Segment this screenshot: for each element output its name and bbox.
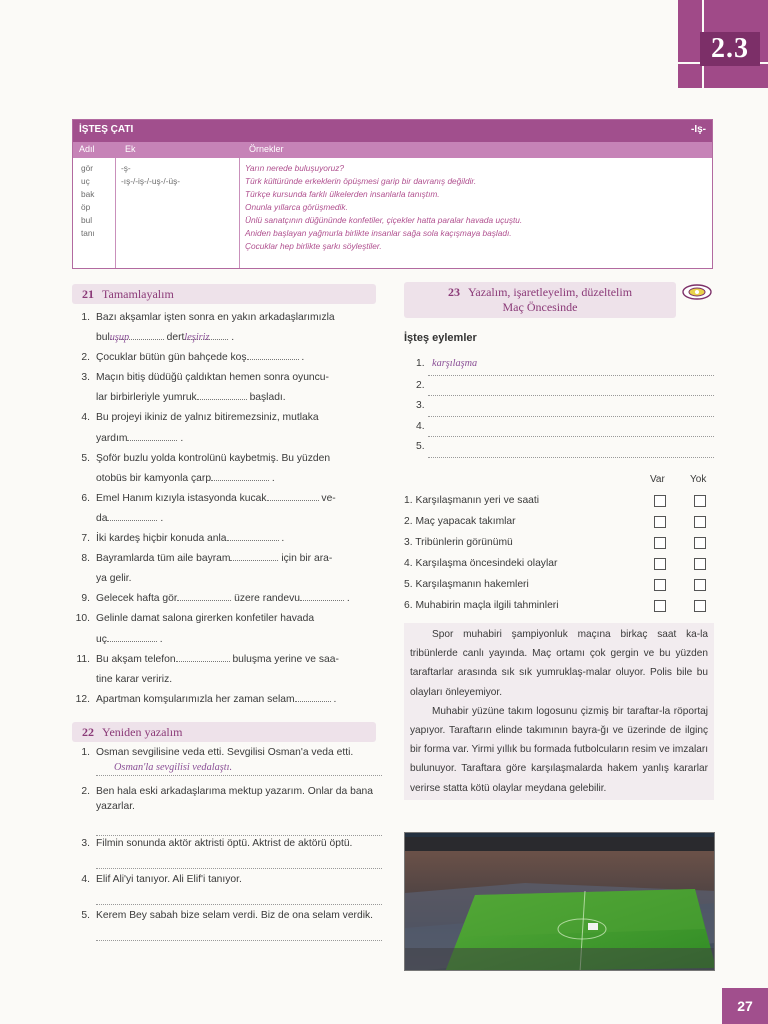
- example: Türkçe kursunda farklı ülkelerden insanlarla tanıştım.: [245, 189, 440, 199]
- ex21-line: yardım .: [96, 429, 183, 449]
- reading-passage: [404, 623, 714, 800]
- exercise-22-list: 1. Osman sevgilisine veda etti. Sevgilisi Osman'a veda etti. Osman'la sevgilisi vedalaştı. 2. Ben hala eski arkadaşlarıma mektup yazarım. Onlar da bana yazarlar. 3. Filmin sonunda aktör aktristi öptü. Aktrist de aktörü öptü. 4. Elif Ali'yi tanıyor. Ali Elif'i tanıyor. 5. Kerem Bey sabah bize selam verdi. Biz de ona selam verdik.: [72, 745, 382, 958]
- example: Ünlü sanatçının düğününde konfetiler, çiçekler hatta paralar havada uçuştu.: [245, 215, 523, 225]
- checkbox-var[interactable]: [654, 495, 666, 507]
- verb: bul: [81, 215, 93, 225]
- checklist-row: 5. Karşılaşmanın hakemleri: [404, 574, 714, 595]
- ex22-answer-field[interactable]: [96, 824, 382, 836]
- example: Aniden başlayan yağmurla birlikte insanlar sağa sola kaçışmaya başladı.: [245, 228, 512, 238]
- ex21-line: Bu akşam telefon buluşma yerine ve saa-: [96, 650, 339, 670]
- col-header-ek: Ek: [125, 144, 136, 154]
- suffix: -ış-/-iş-/-uş-/-üş-: [121, 176, 180, 186]
- verb-slot-field[interactable]: karşılaşma: [428, 354, 714, 376]
- checklist-row: 1. Karşılaşmanın yeri ve saati: [404, 490, 714, 511]
- verb-slots-list: 1. karşılaşma 2. 3. 4. 5.: [416, 354, 714, 458]
- grammar-table-body: [73, 158, 712, 268]
- examples-column: [245, 162, 522, 253]
- ex21-line: Bu projeyi ikiniz de yalnız bitiremezsiniz, mutlaka: [96, 412, 319, 424]
- example: Yarın nerede buluşuyoruz?: [245, 163, 345, 173]
- checklist-row: 6. Muhabirin maçla ilgili tahminleri: [404, 595, 714, 616]
- ex21-line: Bayramlarda tüm aile bayram için bir ara-: [96, 549, 332, 569]
- exercise-title: Yeniden yazalım: [102, 725, 183, 739]
- answer-blank[interactable]: [300, 589, 344, 601]
- checkbox-var[interactable]: [654, 537, 666, 549]
- grammar-table-suffix-note: -Iş-: [691, 124, 706, 135]
- example: Onunla yıllarca görüşmedik.: [245, 202, 348, 212]
- checklist-row: 3. Tribünlerin görünümü: [404, 532, 714, 553]
- answer-blank[interactable]: [127, 429, 177, 441]
- exercise-title: Tamamlayalım: [102, 287, 174, 301]
- ex21-line: lar birbirleriyle yumruk başladı.: [96, 388, 286, 408]
- section-tab: [678, 0, 768, 88]
- answer-blank[interactable]: [247, 348, 299, 360]
- example: Çocuklar hep birlikte şarkı söyleştiler.: [245, 241, 382, 251]
- ex22-answer-field[interactable]: Osman'la sevgilisi vedalaştı.: [96, 760, 382, 776]
- ex21-line: İki kardeş hiçbir konuda anla .: [96, 529, 284, 549]
- exercise-title: Yazalım, işaretleyelim, düzeltelim: [467, 285, 633, 299]
- verb-slot-field[interactable]: [428, 396, 714, 417]
- ex21-line: da .: [96, 509, 163, 529]
- ex21-line: otobüs bir kamyonla çarp .: [96, 469, 275, 489]
- col-header-adil: Adıl: [79, 144, 95, 154]
- verb: uç: [81, 176, 90, 186]
- grammar-table: [72, 119, 713, 269]
- verb: gör: [81, 163, 93, 173]
- exercise-22-header: [72, 722, 376, 742]
- checkbox-yok[interactable]: [694, 600, 706, 612]
- verb-slot-field[interactable]: [428, 417, 714, 438]
- answer-blank[interactable]: [211, 469, 269, 481]
- passage-paragraph-1: Spor muhabiri şampiyonluk maçına birkaç saat ka-la tribünlerde canlı yayında. Maç ortamı çok gergin ve bu yüzden taraftarlar arasında sık sık yumruklaş-malar oluyor. Polis bile bu olayları önleyemiyor.: [410, 629, 708, 698]
- exercise-number: 21: [82, 287, 94, 301]
- checkbox-var[interactable]: [654, 516, 666, 528]
- section-number: 2.3: [700, 32, 760, 66]
- ex22-prompt: Ben hala eski arkadaşlarıma mektup yazarım. Onlar da bana yazarlar.: [96, 786, 374, 812]
- answer-blank[interactable]: [107, 509, 157, 521]
- checkbox-var[interactable]: [654, 600, 666, 612]
- exercise-number: 22: [82, 725, 94, 739]
- answer-blank[interactable]: [176, 650, 230, 662]
- grammar-table-title: İŞTEŞ ÇATI: [79, 124, 134, 135]
- ex22-answer-field[interactable]: [96, 929, 382, 941]
- ex21-line: Maçın bitiş düdüğü çaldıktan hemen sonra oyuncu-: [96, 372, 329, 384]
- ex21-line: Apartman komşularımızla her zaman selam .: [96, 690, 336, 710]
- ex21-line: ya gelir.: [96, 573, 132, 585]
- verb-column: [81, 162, 95, 240]
- checkbox-var[interactable]: [654, 558, 666, 570]
- answer-blank[interactable]: [295, 690, 331, 702]
- exercise-23-header: [404, 282, 676, 318]
- answer-blank[interactable]: [267, 489, 319, 501]
- answer-blank[interactable]: uşup: [110, 328, 164, 340]
- ex21-line: Şoför buzlu yolda kontrolünü kaybetmiş. Bu yüzden: [96, 452, 331, 464]
- checkbox-yok[interactable]: [694, 495, 706, 507]
- ex21-line: Gelecek hafta gör üzere randevu .: [96, 589, 350, 609]
- ex21-line: Emel Hanım kızıyla istasyonda kucak ve-: [96, 489, 336, 509]
- grammar-table-columns: [73, 142, 712, 158]
- ex21-line: Gelinle damat salona girerken konfetiler havada: [96, 613, 315, 625]
- answer-blank[interactable]: leşiriz: [184, 328, 228, 340]
- ex21-line: buluşup dertleşiriz .: [96, 328, 234, 348]
- ex21-line: uç .: [96, 630, 163, 650]
- answer-blank[interactable]: [107, 630, 157, 642]
- example: Türk kültüründe erkeklerin öpüşmesi garip bir davranış değildir.: [245, 176, 477, 186]
- checklist-row: 2. Maç yapacak takımlar: [404, 511, 714, 532]
- ex21-line: Çocuklar bütün gün bahçede koş .: [96, 348, 304, 368]
- exercise-21-list: 1. Bazı akşamlar işten sonra en yakın arkadaşlarımızla buluşup dertleşiriz . 2. Çocuklar bütün gün bahçede koş . 3. Maçın bitiş düdüğü çaldıktan hemen sonra oyuncu- lar birbirleriyle yumruk başladı. 4. Bu projeyi ikiniz de yalnız bitiremezsiniz, mutlaka yardım . 5. Şoför buzlu yolda kontrolünü kaybetmiş. Bu yüzden otobüs bir kamyonla çarp . 6. Emel Hanım kızıyla istasyonda kucak ve- da . 7. İki kardeş hiçbir konuda anla . 8. Bayramlarda tüm aile bayram için bir ara- ya gelir. 9. Gelecek hafta gör üzere randevu . 10. Gelinle damat salona girerken konfetiler havada uç . 11. Bu akşam telefon buluşma yerine ve saa- tine karar veririz. 12. Apartman komşularımızla her zaman selam .: [72, 308, 382, 710]
- answer-blank[interactable]: [197, 388, 247, 400]
- checklist: [404, 490, 714, 616]
- col-var-label: Var: [650, 474, 665, 485]
- checklist-row: 4. Karşılaşma öncesindeki olaylar: [404, 553, 714, 574]
- ex22-answer-field[interactable]: [96, 857, 382, 869]
- ex22-prompt: Kerem Bey sabah bize selam verdi. Biz de ona selam verdik.: [96, 910, 374, 921]
- checkbox-yok[interactable]: [694, 558, 706, 570]
- passage-paragraph-2: Muhabir yüzüne takım logosunu çizmiş bir taraftar-la röportaj yapıyor. Taraftarın elinde takımının bayra-ğı ve üzerinde de ilginç bir forma var. Yirmi yıllık bu formada futbolcuların resim ve imzaları bulunuyor. Taraftara göre karşılaşmalarda hakem yanlış kararlar verirse statta kötü olaylar meydana gelebilir.: [410, 705, 708, 794]
- verb-slot-field[interactable]: [428, 376, 714, 397]
- ex22-answer-field[interactable]: [96, 893, 382, 905]
- isteseylemler-heading: İşteş eylemler: [404, 332, 477, 344]
- stadium-photo: [404, 832, 715, 971]
- ex21-line: Bazı akşamlar işten sonra en yakın arkadaşlarımızla: [96, 312, 335, 323]
- ex22-prompt: Elif Ali'yi tanıyor. Ali Elif'i tanıyor.: [96, 874, 242, 885]
- col-yok-label: Yok: [690, 474, 707, 485]
- page-number: 27: [722, 988, 768, 1024]
- verb: öp: [81, 202, 91, 212]
- verb: bak: [81, 189, 95, 199]
- suffix: -ş-: [121, 163, 131, 173]
- ex22-prompt: Osman sevgilisine veda etti. Sevgilisi Osman'a veda etti.: [96, 747, 354, 758]
- verb-slot-field[interactable]: [428, 437, 714, 458]
- checkbox-var[interactable]: [654, 579, 666, 591]
- grammar-table-header: [73, 120, 712, 142]
- checkbox-yok[interactable]: [694, 516, 706, 528]
- answer-blank[interactable]: [227, 529, 279, 541]
- col-header-ornekler: Örnekler: [249, 144, 284, 154]
- answer-blank[interactable]: [230, 549, 278, 561]
- ex22-prompt: Filmin sonunda aktör aktristi öptü. Aktrist de aktörü öptü.: [96, 838, 353, 849]
- exercise-subtitle: Maç Öncesinde: [502, 300, 578, 314]
- checkbox-yok[interactable]: [694, 537, 706, 549]
- ex21-line: tine karar veririz.: [96, 673, 173, 685]
- audio-cd-icon[interactable]: [682, 284, 712, 300]
- answer-blank[interactable]: [177, 589, 231, 601]
- suffix-column: [121, 162, 180, 188]
- verb: tanı: [81, 228, 95, 238]
- exercise-number: 23: [447, 285, 460, 299]
- exercise-21-header: [72, 284, 376, 304]
- checkbox-yok[interactable]: [694, 579, 706, 591]
